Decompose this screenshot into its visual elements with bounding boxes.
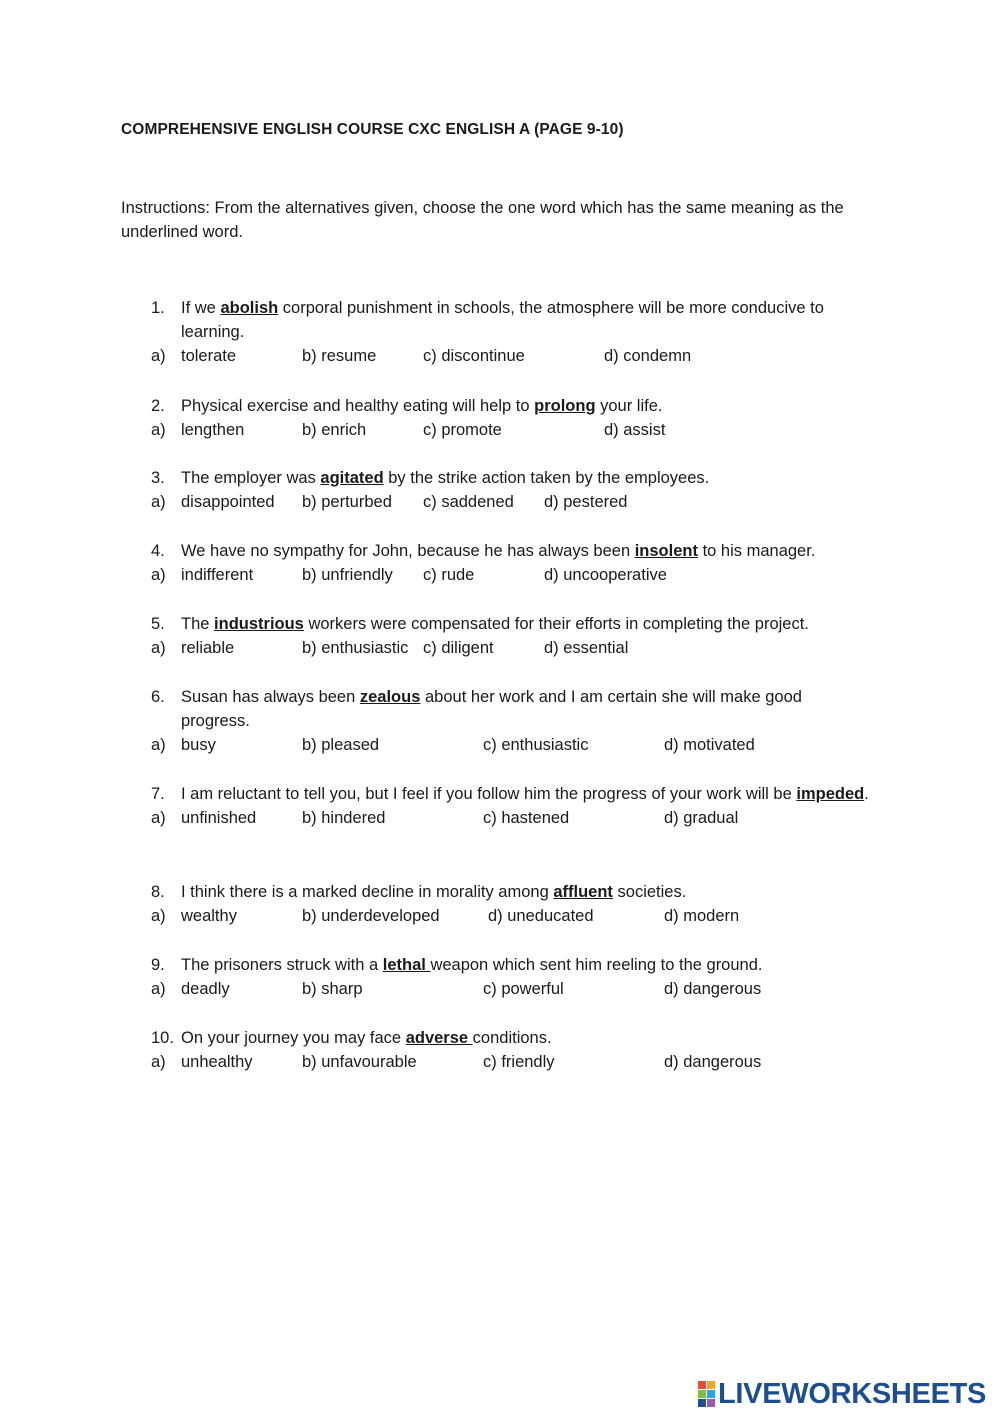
logo-square-icon xyxy=(707,1381,715,1389)
underlined-word: zealous xyxy=(359,688,421,706)
question-item xyxy=(151,685,871,757)
answer-option[interactable]: unfinished xyxy=(181,809,257,827)
question-item xyxy=(151,880,871,928)
question-text-before: If we xyxy=(181,299,221,317)
answer-option[interactable]: b) unfavourable xyxy=(302,1053,417,1071)
question-text-after: conditions. xyxy=(472,1029,552,1047)
answer-option[interactable]: c) enthusiastic xyxy=(483,736,589,754)
answer-options xyxy=(151,344,871,368)
answer-option[interactable]: d) gradual xyxy=(664,809,739,827)
question-number: 2. xyxy=(151,397,165,415)
underlined-word: insolent xyxy=(634,542,698,560)
answer-options xyxy=(151,636,871,660)
answer-option[interactable]: d) uneducated xyxy=(488,907,594,925)
answer-option[interactable]: d) assist xyxy=(604,421,666,439)
logo-text: LIVEWORKSHEETS xyxy=(718,1377,987,1410)
answer-option[interactable]: b) hindered xyxy=(302,809,386,827)
answer-option[interactable]: d) motivated xyxy=(664,736,755,754)
question-text xyxy=(181,782,871,806)
answer-option[interactable]: deadly xyxy=(181,980,230,998)
underlined-word: agitated xyxy=(320,469,384,487)
underlined-word: abolish xyxy=(220,299,279,317)
answer-option[interactable]: d) essential xyxy=(544,639,629,657)
answer-option[interactable]: unhealthy xyxy=(181,1053,253,1071)
option-label-a: a) xyxy=(151,347,166,365)
answer-option[interactable]: d) modern xyxy=(664,907,740,925)
answer-option[interactable]: busy xyxy=(181,736,216,754)
question-text xyxy=(181,394,871,418)
logo-square-icon xyxy=(698,1390,706,1398)
question-item xyxy=(151,296,871,368)
answer-option[interactable]: b) perturbed xyxy=(302,493,392,511)
answer-option[interactable]: b) unfriendly xyxy=(302,566,393,584)
answer-option[interactable]: d) condemn xyxy=(604,347,692,365)
logo-mark-icon xyxy=(698,1381,715,1407)
answer-options xyxy=(151,977,871,1001)
answer-option[interactable]: c) diligent xyxy=(423,639,494,657)
answer-option[interactable]: d) uncooperative xyxy=(544,566,667,584)
option-label-a: a) xyxy=(151,1053,166,1071)
answer-option[interactable]: d) dangerous xyxy=(664,1053,762,1071)
question-text xyxy=(181,296,871,344)
question-text-before: The employer was xyxy=(181,469,321,487)
answer-option[interactable]: c) promote xyxy=(423,421,502,439)
question-number: 4. xyxy=(151,542,165,560)
question-item xyxy=(151,953,871,1001)
option-label-a: a) xyxy=(151,421,166,439)
answer-option[interactable]: c) hastened xyxy=(483,809,570,827)
logo-square-icon xyxy=(698,1399,706,1407)
question-item xyxy=(151,466,871,514)
option-label-a: a) xyxy=(151,493,166,511)
answer-options xyxy=(151,806,871,830)
question-text-before: Physical exercise and healthy eating will help to xyxy=(181,397,535,415)
underlined-word: industrious xyxy=(214,615,304,633)
underlined-word: adverse xyxy=(405,1029,473,1047)
liveworksheets-logo xyxy=(698,1378,986,1410)
answer-options xyxy=(151,563,871,587)
answer-option[interactable]: c) saddened xyxy=(423,493,514,511)
answer-option[interactable]: c) friendly xyxy=(483,1053,555,1071)
question-text-after: to his manager. xyxy=(697,542,816,560)
answer-option[interactable]: b) pleased xyxy=(302,736,380,754)
underlined-word: affluent xyxy=(553,883,613,901)
answer-option[interactable]: b) sharp xyxy=(302,980,363,998)
question-text xyxy=(181,539,871,563)
logo-square-icon xyxy=(698,1381,706,1389)
instructions: Instructions: From the alternatives given, choose the one word which has the same meaning as the underlined word. xyxy=(121,199,844,241)
question-number: 3. xyxy=(151,469,165,487)
answer-options xyxy=(151,1050,871,1074)
question-item xyxy=(151,612,871,660)
question-text-before: The xyxy=(181,615,215,633)
question-number: 1. xyxy=(151,299,165,317)
question-item xyxy=(151,782,871,830)
answer-option[interactable]: b) resume xyxy=(302,347,377,365)
question-number: 8. xyxy=(151,883,165,901)
underlined-word: lethal xyxy=(382,956,431,974)
question-number: 5. xyxy=(151,615,165,633)
question-text-after: societies. xyxy=(612,883,687,901)
option-label-a: a) xyxy=(151,980,166,998)
answer-option[interactable]: d) dangerous xyxy=(664,980,762,998)
question-text xyxy=(181,466,871,490)
underlined-word: impeded xyxy=(796,785,865,803)
question-text-after: . xyxy=(864,785,869,803)
question-number: 6. xyxy=(151,688,165,706)
question-text-after: about her work and I am certain she will make good progress. xyxy=(181,688,802,730)
answer-option[interactable]: b) underdeveloped xyxy=(302,907,440,925)
question-number: 9. xyxy=(151,956,165,974)
question-text xyxy=(181,880,871,904)
answer-option[interactable]: d) pestered xyxy=(544,493,628,511)
question-text-after: corporal punishment in schools, the atmosphere will be more conducive to learning. xyxy=(181,299,824,341)
answer-option[interactable]: c) rude xyxy=(423,566,475,584)
answer-option[interactable]: indifferent xyxy=(181,566,254,584)
answer-option[interactable]: tolerate xyxy=(181,347,237,365)
answer-option[interactable]: disappointed xyxy=(181,493,275,511)
underlined-word: prolong xyxy=(534,397,596,415)
question-text-before: On your journey you may face xyxy=(181,1029,406,1047)
answer-option[interactable]: b) enthusiastic xyxy=(302,639,409,657)
question-text-after: weapon which sent him reeling to the ground. xyxy=(430,956,763,974)
logo-square-icon xyxy=(707,1390,715,1398)
question-text-before: Susan has always been xyxy=(181,688,360,706)
question-text-before: I am reluctant to tell you, but I feel if you follow him the progress of your work will be xyxy=(181,785,797,803)
option-label-a: a) xyxy=(151,809,166,827)
answer-option[interactable]: b) enrich xyxy=(302,421,367,439)
question-item xyxy=(151,539,871,587)
answer-options xyxy=(151,490,871,514)
question-text-after: workers were compensated for their efforts in completing the project. xyxy=(303,615,809,633)
answer-options xyxy=(151,418,871,442)
question-text-before: The prisoners struck with a xyxy=(181,956,383,974)
option-label-a: a) xyxy=(151,907,166,925)
question-text xyxy=(181,685,871,733)
answer-options xyxy=(151,733,871,757)
question-text xyxy=(181,953,871,977)
question-text-before: I think there is a marked decline in morality among xyxy=(181,883,554,901)
answer-options xyxy=(151,904,871,928)
question-text xyxy=(181,612,871,636)
question-text xyxy=(181,1026,871,1050)
answer-option[interactable]: wealthy xyxy=(181,907,237,925)
answer-option[interactable]: reliable xyxy=(181,639,235,657)
question-item xyxy=(151,1026,871,1074)
question-text-before: We have no sympathy for John, because he has always been xyxy=(181,542,635,560)
question-text-after: your life. xyxy=(595,397,663,415)
question-number: 10. xyxy=(151,1029,174,1047)
option-label-a: a) xyxy=(151,736,166,754)
option-label-a: a) xyxy=(151,639,166,657)
answer-option[interactable]: c) discontinue xyxy=(423,347,525,365)
page-title: COMPREHENSIVE ENGLISH COURSE CXC ENGLISH A (PAGE 9-10) xyxy=(121,121,624,138)
option-label-a: a) xyxy=(151,566,166,584)
logo-square-icon xyxy=(707,1399,715,1407)
question-text-after: by the strike action taken by the employees. xyxy=(383,469,710,487)
question-item xyxy=(151,394,871,442)
answer-option[interactable]: c) powerful xyxy=(483,980,564,998)
answer-option[interactable]: lengthen xyxy=(181,421,245,439)
question-number: 7. xyxy=(151,785,165,803)
